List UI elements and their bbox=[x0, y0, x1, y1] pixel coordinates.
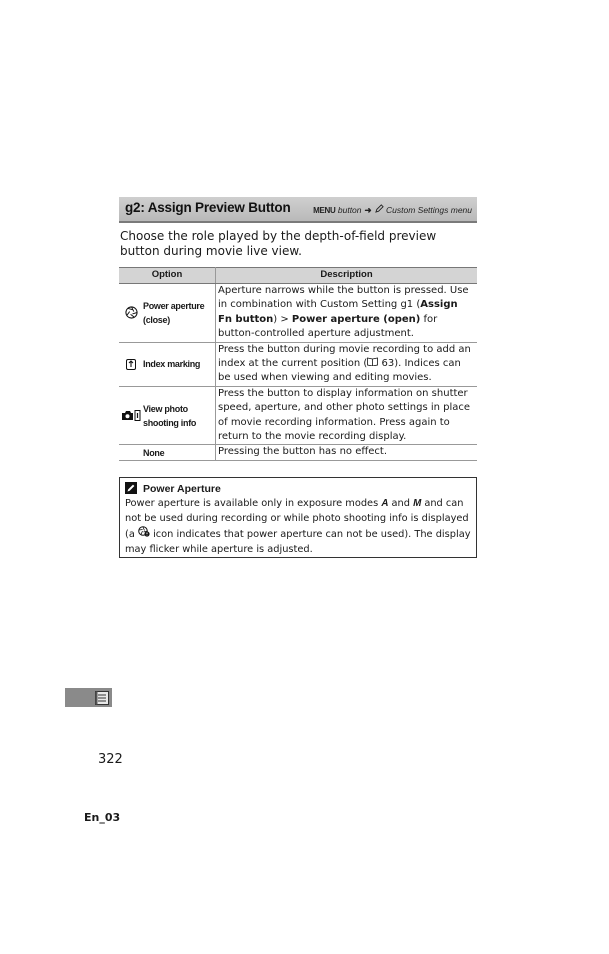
option-description: Press the button to display information on shutter speed, aperture, and other photo settings in place of movie recording information. Press again to return to the movie recording display. bbox=[216, 386, 478, 445]
note-body: Power aperture is available only in exposure modes A and M and can not be used during recording or while photo shooting info is displayed (a icon indicates that power aperture can not be used). The display may flicker while aperture is adjusted. bbox=[125, 498, 471, 555]
table-row bbox=[119, 342, 477, 386]
note-box bbox=[119, 477, 477, 558]
note-title: Power Aperture bbox=[143, 482, 221, 495]
footer-code: En_03 bbox=[84, 811, 121, 824]
menu-path-target: Custom Settings menu bbox=[386, 205, 472, 215]
column-header-option: Option bbox=[119, 268, 216, 284]
option-description: Aperture narrows while the button is pressed. Use in combination with Custom Setting g1 (Assign Fn button) > Power aperture (open) for button-controlled aperture adjustment. bbox=[216, 284, 478, 343]
menu-list-icon bbox=[95, 690, 109, 709]
column-header-description: Description bbox=[216, 268, 478, 284]
section-title: g2: Assign Preview Button bbox=[125, 200, 291, 215]
aperture-icon bbox=[119, 306, 143, 319]
table-row bbox=[119, 445, 477, 460]
table-row bbox=[119, 284, 477, 343]
pencil-icon bbox=[375, 205, 384, 215]
section-header bbox=[119, 197, 477, 223]
option-name: Index marking bbox=[143, 359, 201, 370]
pencil-note-icon bbox=[125, 479, 137, 498]
option-name: View photo shooting info bbox=[143, 403, 197, 428]
option-name: Power aperture (close) bbox=[143, 300, 205, 325]
table-header-row bbox=[119, 268, 477, 284]
table-row bbox=[119, 386, 477, 445]
options-table bbox=[119, 267, 477, 461]
mode-m-label: M bbox=[413, 498, 422, 509]
menu-button-label: MENU bbox=[313, 206, 336, 215]
option-description: Press the button during movie recording to add an index at the current position ( 63). Indices can be used when viewing and editing movies. bbox=[216, 342, 478, 386]
menu-path-button: button bbox=[337, 205, 362, 215]
page-number: 322 bbox=[98, 752, 123, 767]
mode-a-label: A bbox=[381, 498, 389, 509]
menu-path bbox=[313, 204, 472, 216]
intro-text: Choose the role played by the depth-of-field preview button during movie live view. bbox=[120, 229, 437, 258]
option-description: Pressing the button has no effect. bbox=[216, 445, 478, 460]
camera-info-icon bbox=[119, 410, 143, 421]
aperture-disabled-icon bbox=[138, 529, 150, 540]
book-reference-icon bbox=[367, 358, 378, 369]
index-mark-icon bbox=[119, 359, 143, 370]
section-tab bbox=[65, 688, 112, 707]
option-name: None bbox=[143, 447, 165, 458]
arrow-right-icon: ➜ bbox=[364, 205, 372, 215]
